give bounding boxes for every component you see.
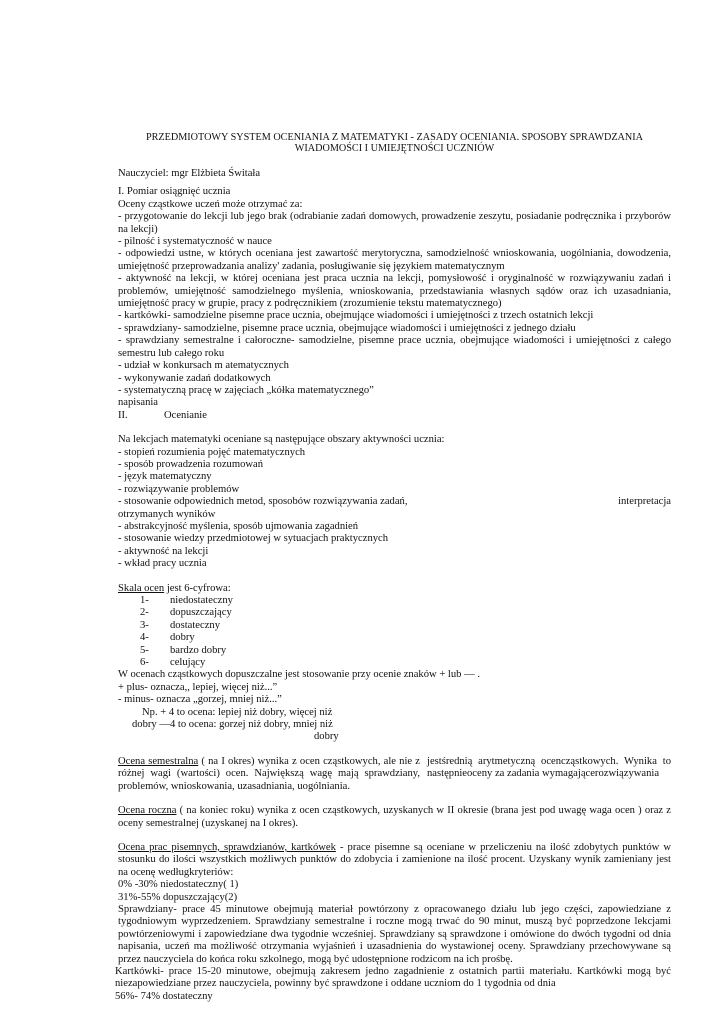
- section2-intro: Na lekcjach matematyki oceniane są następujące obszary aktywności ucznia:: [118, 434, 445, 446]
- section2-list-b: [118, 509, 671, 571]
- section1-item-5: - kartkówki- samodzielne pisemne prace ucznia, obejmujące wiadomości i umiejętności z trzech ostatnich lekcji: [118, 310, 594, 322]
- annual-text: ( na koniec roku) wynika z ocen cząstkowych, uzyskanych w II okresie (brana jest pod uwagę waga ocen ) oraz z oceny semestralnej (uzyskanej na I okres).: [118, 805, 671, 829]
- section1-heading: I. Pomiar osiągnięć ucznia: [118, 186, 231, 198]
- scale-number: 5-: [140, 644, 149, 656]
- section2-item-a-4: - rozwiązywanie problemów: [118, 483, 240, 495]
- scale-grade-name: dobry: [170, 632, 195, 644]
- scale-heading: [118, 583, 671, 595]
- section2-item-b-5: - wkład pracy ucznia: [118, 558, 207, 570]
- section2-item-b-2: - abstrakcyjność myślenia, sposób ujmowania zagadnień: [118, 520, 359, 532]
- annual-grade-section: [118, 805, 671, 830]
- section1-item-2: - pilność i systematyczność w nauce: [118, 236, 272, 248]
- section2-item-a-2: - sposób prowadzenia rozumowań: [118, 458, 264, 470]
- section1-intro: Oceny cząstkowe uczeń może otrzymać za:: [118, 198, 303, 210]
- minus-line: - minus- oznacza „gorzej, mniej niż...”: [118, 694, 282, 706]
- section1-item-9: - wykonywanie zadań dodatkowych: [118, 372, 271, 384]
- criterion-2: 31%-55% dopuszczający(2): [118, 891, 238, 903]
- scale-row-4: [118, 632, 671, 644]
- plus-line: + plus- oznacza,, lepiej, więcej niż...”: [118, 681, 278, 693]
- section2-item-b-1: otrzymanych wyników: [118, 508, 216, 520]
- section2-number: II.: [118, 409, 128, 421]
- section1-item-8: - udział w konkursach m atematycznych: [118, 360, 289, 372]
- section2-item-b-3: - stosowanie wiedzy przedmiotowej w sytuacjach praktycznych: [118, 533, 389, 545]
- section2-split-right: interpretacja: [618, 496, 671, 508]
- scale-number: 2-: [140, 607, 149, 619]
- section1-item-7: - sprawdziany semestralne i całoroczne- samodzielne, pisemne prace ucznia, obejmujące wiadomości i umiejętności z całego semestru lub całego roku: [118, 335, 671, 359]
- criterion-3: 56%- 74% dostateczny: [115, 990, 213, 1002]
- example-line: Np. + 4 to ocena: lepiej niż dobry, więcej niż: [142, 706, 333, 718]
- scale-grade-name: dopuszczający: [170, 607, 232, 619]
- scale-row-6: [118, 657, 671, 669]
- title-line-1: PRZEDMIOTOWY SYSTEM OCENIANIA Z MATEMATYKI - ZASADY OCENIANIA. SPOSOBY SPRAWDZANIA: [145, 132, 644, 143]
- scale-number: 6-: [140, 657, 149, 669]
- scale-number: 3-: [140, 619, 149, 631]
- section1-item-11: napisania: [118, 397, 159, 409]
- scale-number: 4-: [140, 632, 149, 644]
- scale-row-1: [118, 595, 671, 607]
- semester-grade-section: [118, 756, 671, 793]
- scale-row-5: [118, 645, 671, 657]
- scale-grade-name: celujący: [170, 657, 206, 669]
- scale-row-2: [118, 607, 671, 619]
- scale-label: Skala ocen: [118, 582, 165, 594]
- written-work-label: Ocena prac pisemnych, sprawdzianów, kartkówek: [118, 841, 336, 853]
- scale-grade-name: bardzo dobry: [170, 644, 227, 656]
- scale-grade-name: niedostateczny: [170, 595, 233, 606]
- section2-title: Ocenianie: [164, 409, 207, 421]
- document-title: [118, 132, 671, 154]
- signs-intro: W ocenach cząstkowych dopuszczalne jest stosowanie przy ocenie znaków + lub — .: [118, 669, 481, 681]
- annual-label: Ocena roczna: [118, 805, 177, 817]
- section1-item-10: - systematyczną pracę w zajęciach „kółka matematycznego”: [118, 384, 374, 396]
- teacher-name: Nauczyciel: mgr Elżbieta Świtała: [118, 168, 261, 179]
- scale-list: [118, 595, 671, 669]
- scale-number: 1-: [140, 595, 149, 606]
- semester-text-1: ( na I okres) wynika z ocen cząstkowych, ale nie z różnej wagi (wartości) ocen. Największą wagę mają sprawdziany, problemów, wnioskowania, uzasadniania, uogólniania.: [118, 755, 420, 792]
- section2-heading: [118, 410, 671, 422]
- section1-item-4: - aktywność na lekcji, w której oceniana jest praca ucznia na lekcji, pomysłowość i oryginalność w rozwiązywaniu zadań i problemów, umiejętność samodzielnego myślenia, wnioskowania, przedstawiania własnych sądów oraz ich uzasadniania, umiejętność pracy w grupie, pracy z podręcznikiem (zrozumienie tekstu matematycznego): [118, 273, 671, 310]
- document-body: [115, 132, 671, 1003]
- section2-item-b-4: - aktywność na lekcji: [118, 545, 209, 557]
- tests-paragraph: Sprawdziany- prace 45 minutowe obejmują materiał powtórzony z opracowanego działu lub jego części, zapowiedziane z tygodniowym wyprzedzeniem. Sprawdziany semestralne i roczne mogą trwać do 90 minut, muszą być poprzedzone lekcjami powtórzeniowymi i zapowiedziane dwa tygodnie wcześniej. Sprawdziany są sprawdzone i omówione do dwóch tygodni od dnia napisania, uczeń ma możliwość otrzymania wyjaśnień i uzasadnienia do wystawionej oceny. Sprawdziany przechowywane są przez nauczyciela do końca roku szkolnego, mogą być udostępnione rodzicom na ich prośbę.: [118, 903, 671, 965]
- scale-rest: jest 6-cyfrowa:: [164, 582, 231, 594]
- quizzes-paragraph: Kartkówki- prace 15-20 minutowe, obejmują zakresem jedno zagadnienie z ostatnich partii materiału. Kartkówki mogą być niezapowiedziane przez nauczyciela, powinny być sprawdzone i oddane uczniom do 1 tygodnia od dnia: [115, 965, 671, 990]
- section2-split-left: - stosowanie odpowiednich metod, sposobów rozwiązywania zadań,: [118, 496, 408, 508]
- section2-list-a: [118, 447, 671, 497]
- title-line-2: WIADOMOŚCI I UMIEJĘTNOŚCI UCZNIÓW: [294, 143, 495, 154]
- scale-row-3: [118, 620, 671, 632]
- written-work-text: - prace pisemne są oceniane w przeliczeniu na ilość zdobytych punktów w stosunku do ilości wszystkich możliwych punktów do zdobycia i zamienione na ilość procent. Uzyskany wynik zamieniany jest na ocenę wedługkryteriów:: [118, 841, 671, 878]
- semester-label: Ocena semestralna: [118, 755, 199, 767]
- written-work-section: [118, 842, 671, 879]
- scale-grade-name: dostateczny: [170, 619, 221, 631]
- example-line-3: dobry: [314, 731, 339, 743]
- example-line-2: dobry —4 to ocena: gorzej niż dobry, mniej niż: [132, 719, 333, 731]
- section1-item-6: - sprawdziany- samodzielne, pisemne prace ucznia, obejmujące wiadomości i umiejętności z jednego działu: [118, 322, 576, 334]
- section2-item-a-3: - język matematyczny: [118, 471, 212, 483]
- section1-item-1: - przygotowanie do lekcji lub jego brak (odrabianie zadań domowych, prowadzenie zeszytu, posiadanie podręcznika i przyborów na lekcji): [118, 211, 671, 235]
- semester-col-2: jestśrednią arytmetyczną ocencząstkowych. Wynika to następnieoceny za zadania wymagającerozwiązywania: [427, 755, 671, 780]
- criterion-1: 0% -30% niedostateczny( 1): [118, 879, 239, 891]
- section2-item-a-1: - stopień rozumienia pojęć matematycznych: [118, 446, 306, 458]
- section2-split-row: [118, 496, 671, 508]
- section1-item-3: - odpowiedzi ustne, w których oceniana jest zawartość merytoryczna, samodzielność wnioskowania, uogólniania, dowodzenia, umiejętność przeprowadzania analizy' zadania, posługiwanie się językiem matematycznym: [118, 248, 671, 272]
- semester-col-1: [118, 756, 420, 793]
- section1-list: [118, 211, 671, 410]
